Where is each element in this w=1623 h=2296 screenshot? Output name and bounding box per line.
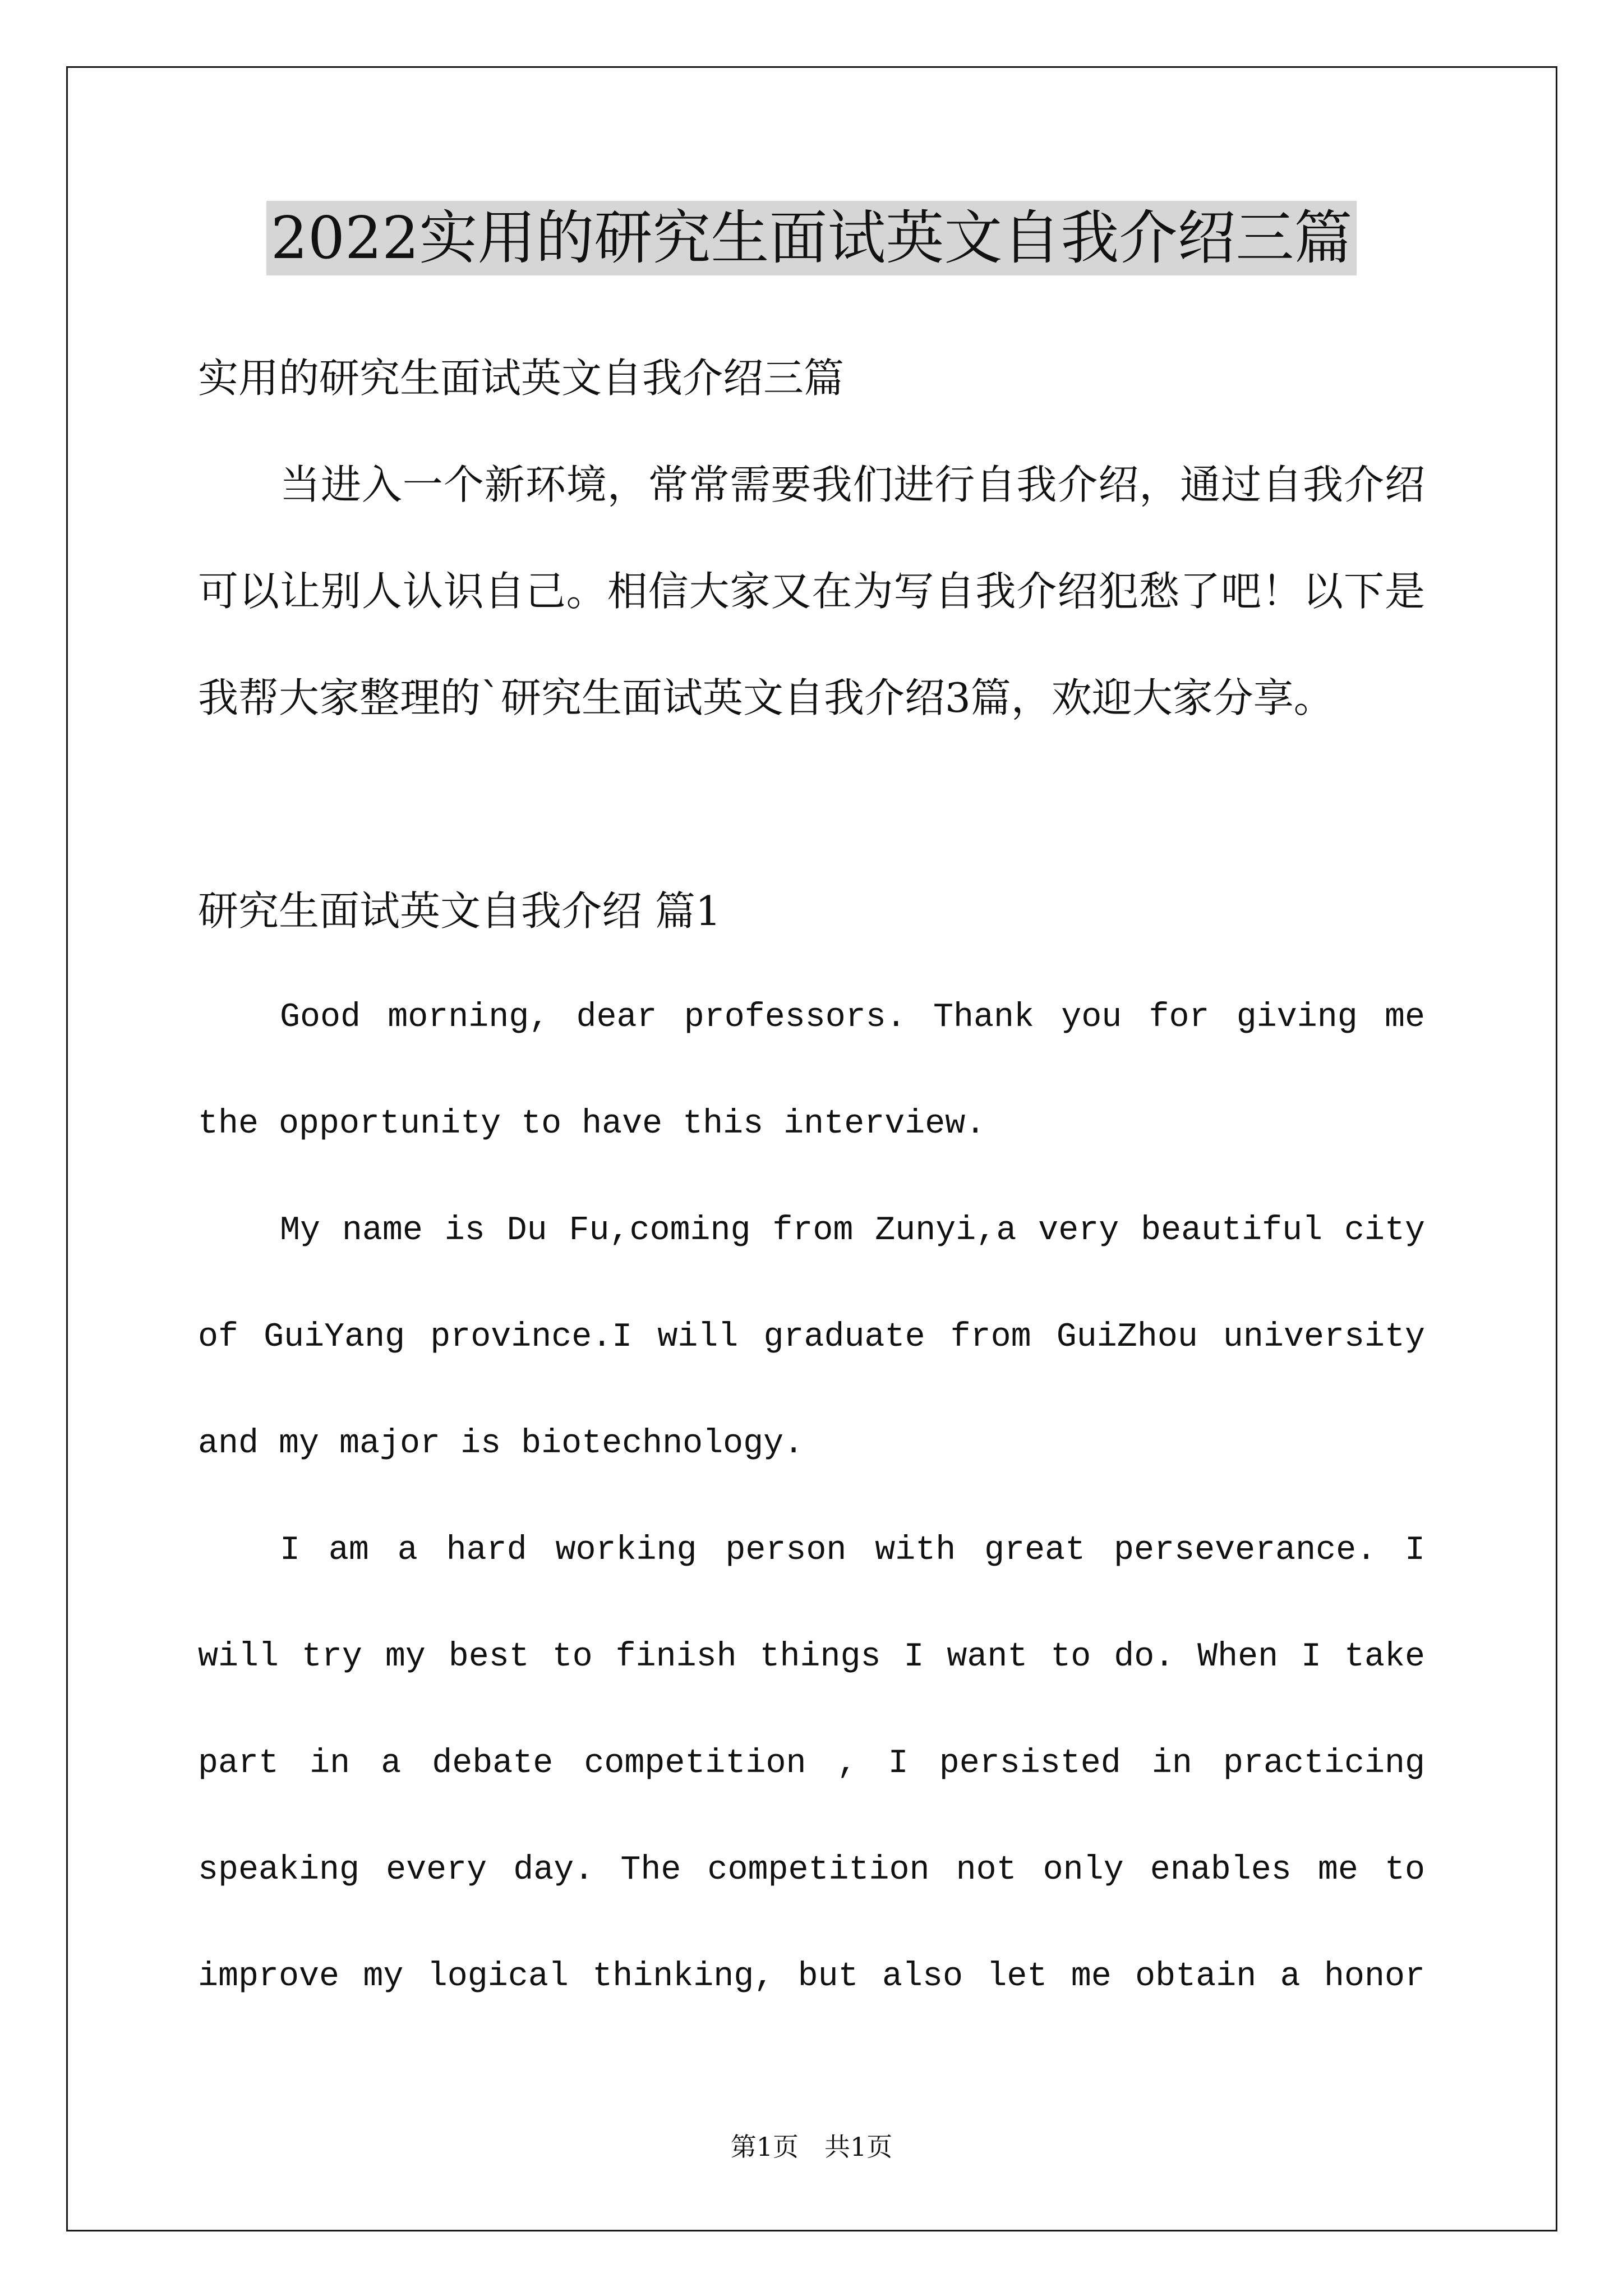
page-footer bbox=[0, 2130, 1623, 2164]
document-title: 2022实用的研究生面试英文自我介绍三篇 bbox=[266, 201, 1357, 275]
page-number: 第1页 bbox=[730, 2132, 799, 2162]
paragraph-line: of GuiYang province.I will graduate from GuiZhou university bbox=[198, 1318, 1425, 1356]
intro-line: 当进入一个新环境，常常需要我们进行自我介绍，通过自我介绍 bbox=[280, 461, 1425, 508]
page-total: 共1页 bbox=[824, 2132, 893, 2162]
paragraph-line: Good morning, dear professors. Thank you for giving me bbox=[280, 999, 1425, 1037]
intro-line: 我帮大家整理的`研究生面试英文自我介绍3篇，欢迎大家分享。 bbox=[198, 674, 1334, 721]
blank-line bbox=[198, 751, 1425, 858]
body-paragraph-1 bbox=[198, 964, 1425, 1177]
intro-line: 可以让别人认识自己。相信大家又在为写自我介绍犯愁了吧！以下是 bbox=[198, 568, 1425, 615]
paragraph-line: My name is Du Fu,coming from Zunyi,a very beautiful city bbox=[280, 1212, 1425, 1250]
paragraph-line: I am a hard working person with great perseverance. I bbox=[280, 1531, 1425, 1570]
body-paragraph-3 bbox=[198, 1497, 1425, 2030]
intro-paragraph bbox=[198, 431, 1425, 751]
paragraph-line: the opportunity to have this interview. bbox=[198, 1105, 986, 1143]
title-row bbox=[0, 201, 1623, 275]
paragraph-line: and my major is biotechnology. bbox=[198, 1425, 804, 1463]
document-body bbox=[198, 325, 1425, 2030]
body-paragraph-2 bbox=[198, 1177, 1425, 1497]
paragraph-line: will try my best to finish things I want to do. When I take bbox=[198, 1638, 1425, 1676]
section-heading: 研究生面试英文自我介绍 篇1 bbox=[198, 887, 721, 935]
paragraph-line: speaking every day. The competition not only enables me to bbox=[198, 1851, 1425, 1889]
paragraph-line: part in a debate competition , I persisted in practicing bbox=[198, 1745, 1425, 1783]
paragraph-line: improve my logical thinking, but also let me obtain a honor bbox=[198, 1958, 1425, 1996]
subtitle: 实用的研究生面试英文自我介绍三篇 bbox=[198, 355, 845, 402]
